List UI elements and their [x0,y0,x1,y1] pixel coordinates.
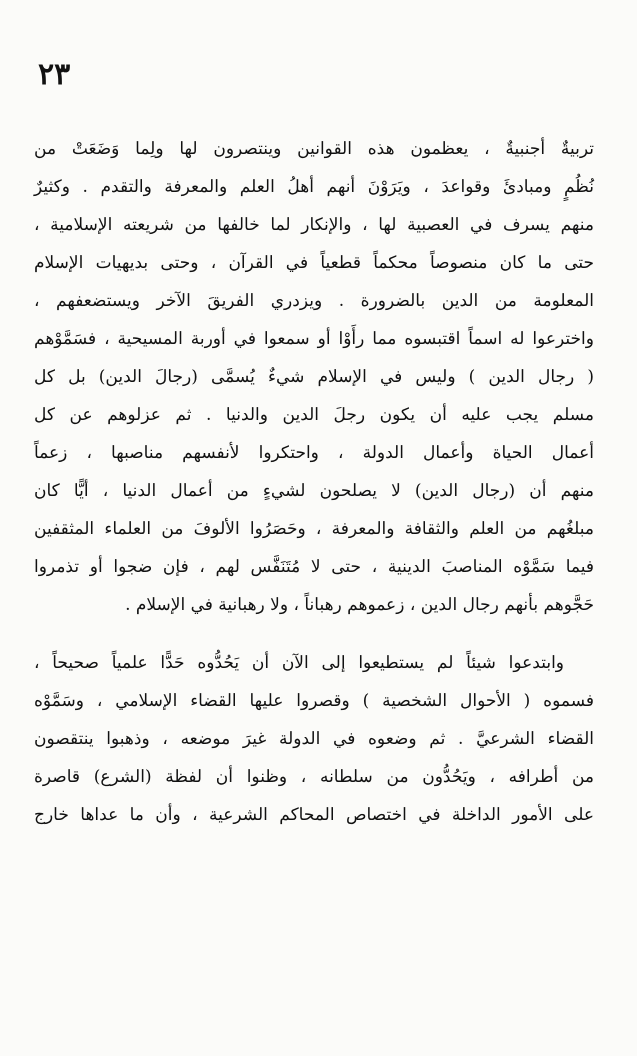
text-line: فيما سَمَّوْه المناصبَ الدينية ، حتى لا مُتَنَفَّس لهم ، فإن ضجوا أو تذمروا [34,557,594,577]
text-line: فسموه ( الأحوال الشخصية ) وقصروا عليها القضاء الإسلامي ، وسَمَّوْه [34,691,594,711]
text-line: مسلم يجب عليه أن يكون رجلَ الدين والدنيا . ثم عزلوهم عن كل [34,405,594,425]
text-line: منهم يسرف في العصبية لها ، والإنكار لما خالفها من شريعته الإسلامية ، [34,215,594,235]
text-line: المعلومة من الدين بالضرورة . ويزدري الفريقَ الآخر ويستضعفهم ، [34,291,594,311]
text-line: مبلغُهم من العلم والثقافة والمعرفة ، وحَصَرُوا الألوفَ من العلماء المثقفين [34,519,594,539]
body-text [34,130,594,834]
paragraph-2 [34,644,594,834]
page-number: ٢٣ [38,57,71,92]
text-line: حتى ما كان منصوصاً محكماً قطعياً في القرآن ، وحتى بديهيات الإسلام [34,253,594,273]
text-line: نُظُمٍ ومبادئَ وقواعدَ ، ويَرَوْنَ أنهم أهلُ العلم والمعرفة والتقدم . وكثيرٌ [34,177,594,197]
text-line: تربيةٌ أجنبيةٌ ، يعظمون هذه القوانين وينتصرون لها ولِما وَضَعَتْ من [34,139,594,159]
text-line: حَجَّوهم بأنهم رجال الدين ، زعموهم رهباناً ، ولا رهبانية في الإسلام . [125,595,594,615]
text-line: أعمال الحياة وأعمال الدولة ، واحتكروا لأنفسهم مناصبها ، زعماً [34,443,594,463]
paragraph-1 [34,130,594,624]
text-line: وابتدعوا شيئاً لم يستطيعوا إلى الآن أن يَحُدُّوه حَدًّا علمياً صحيحاً ، [34,653,564,673]
text-line: منهم أن (رجال الدين) لا يصلحون لشيءٍ من أعمال الدنيا ، أيًّا كان [34,481,594,501]
text-line: واخترعوا له اسماً اقتبسوه مما رأَوْا أو سمعوا في أوربة المسيحية ، فسَمَّوْهم [34,329,594,349]
text-line: من أطرافه ، ويَحُدُّون من سلطانه ، وظنوا أن لفظة (الشرع) قاصرة [34,767,594,787]
text-line: القضاء الشرعيَّ . ثم وضعوه في الدولة غيرَ موضعه ، وذهبوا ينتقصون [34,729,594,749]
text-line: ( رجال الدين ) وليس في الإسلام شيءٌ يُسمَّى (رجالَ الدين) بل كل [34,367,594,387]
text-line: على الأمور الداخلة في اختصاص المحاكم الشرعية ، وأن ما عداها خارج [34,805,594,825]
